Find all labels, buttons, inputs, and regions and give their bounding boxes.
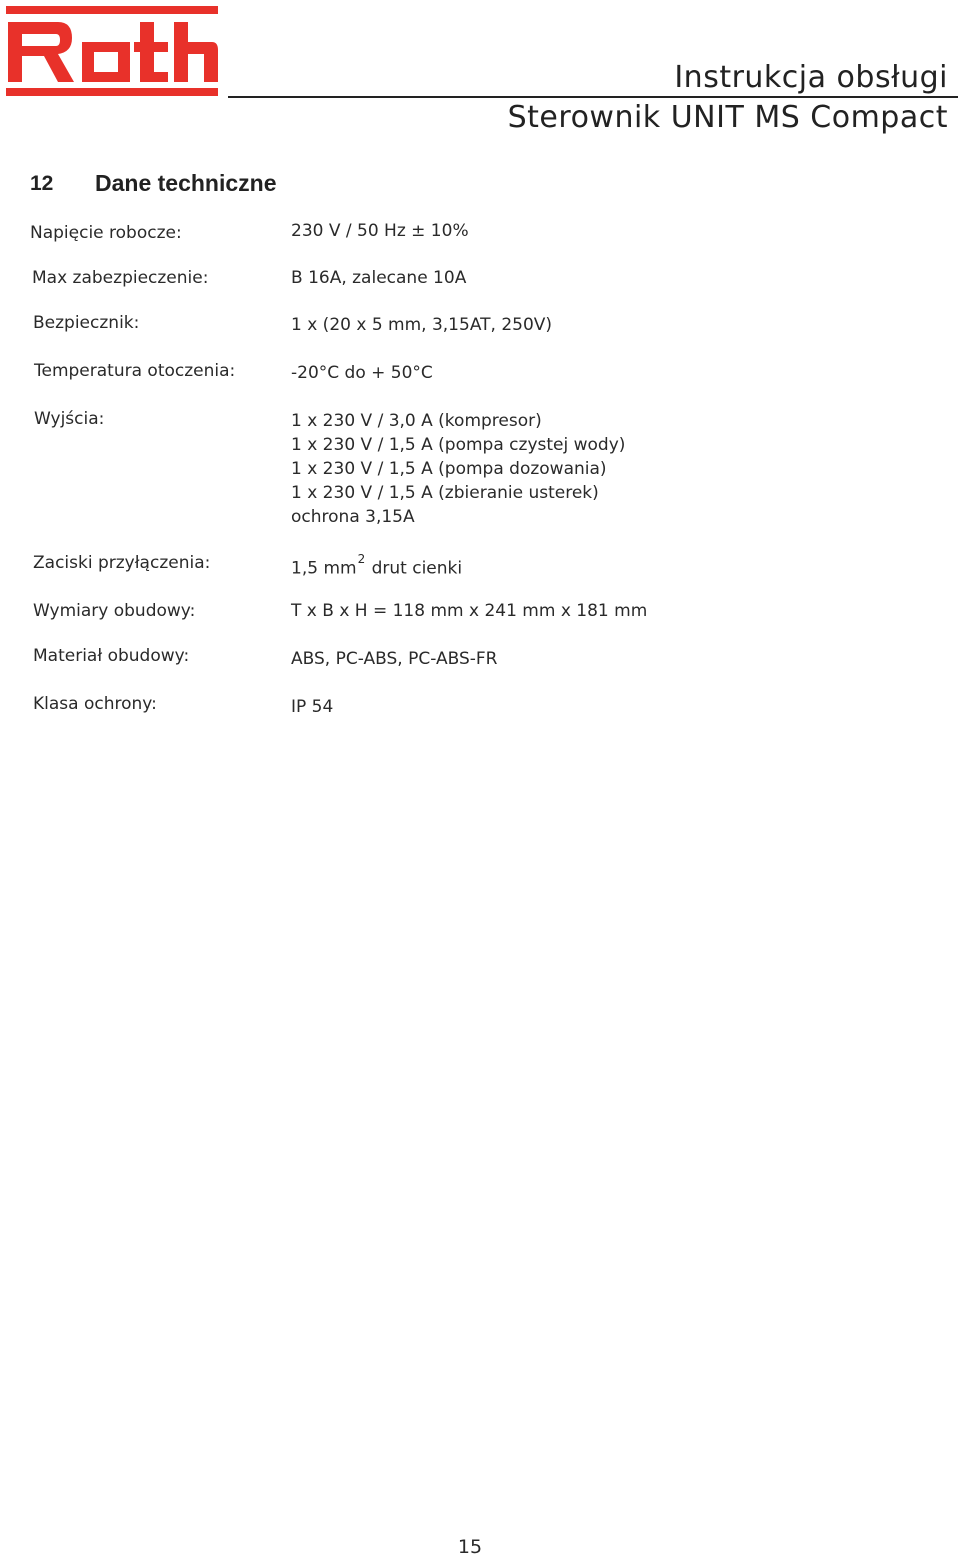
spec-label-fuse: Bezpiecznik:	[33, 313, 140, 333]
document-title: Instrukcja obsługi	[674, 60, 948, 95]
roth-logo	[6, 6, 218, 98]
spec-line: IP 54	[291, 697, 334, 717]
spec-value-housing-material	[291, 647, 497, 671]
spec-value-ambient-temperature	[291, 361, 433, 385]
spec-label-housing-material: Materiał obudowy:	[33, 646, 190, 666]
spec-label-max-protection: Max zabezpieczenie:	[32, 268, 209, 288]
spec-line: ABS, PC-ABS, PC-ABS-FR	[291, 649, 498, 669]
spec-line: -20°C do + 50°C	[291, 363, 433, 383]
spec-value-housing-dimensions	[291, 599, 647, 623]
section-title: Dane techniczne	[95, 170, 277, 196]
header-rule	[228, 96, 958, 98]
spec-value-protection-class	[291, 695, 333, 719]
spec-value-fuse	[291, 313, 552, 337]
spec-line: 1 x 230 V / 1,5 A (zbieranie usterek)	[291, 483, 599, 503]
spec-line: T x B x H = 118 mm x 241 mm x 181 mm	[291, 601, 648, 621]
spec-label-voltage: Napięcie robocze:	[30, 223, 182, 243]
spec-line: 230 V / 50 Hz ± 10%	[291, 221, 469, 241]
spec-label-protection-class: Klasa ochrony:	[33, 694, 157, 714]
spec-line: ochrona 3,15A	[291, 507, 415, 527]
unit-superscript: 2	[357, 552, 366, 566]
spec-label-ambient-temperature: Temperatura otoczenia:	[34, 361, 236, 381]
spec-line: 1 x 230 V / 3,0 A (kompresor)	[291, 411, 542, 431]
spec-label-outputs: Wyjścia:	[34, 409, 105, 429]
page-number: 15	[457, 1536, 483, 1558]
spec-value-terminals	[291, 551, 462, 581]
spec-value-text: drut cienki	[366, 558, 463, 579]
section-number: 12	[30, 172, 54, 195]
spec-value-outputs	[291, 409, 625, 529]
spec-line: 1 x 230 V / 1,5 A (pompa czystej wody)	[291, 435, 626, 455]
document-subtitle: Sterownik UNIT MS Compact	[507, 100, 948, 135]
spec-line: B 16A, zalecane 10A	[291, 268, 467, 288]
spec-value-voltage	[291, 219, 469, 243]
spec-line: 1 x (20 x 5 mm, 3,15AT, 250V)	[291, 315, 553, 335]
spec-line: 1 x 230 V / 1,5 A (pompa dozowania)	[291, 459, 607, 479]
spec-value-text: 1,5 mm	[291, 558, 357, 579]
spec-value-max-protection	[291, 266, 466, 290]
spec-label-terminals: Zaciski przyłączenia:	[33, 553, 211, 573]
spec-label-housing-dimensions: Wymiary obudowy:	[33, 601, 196, 621]
